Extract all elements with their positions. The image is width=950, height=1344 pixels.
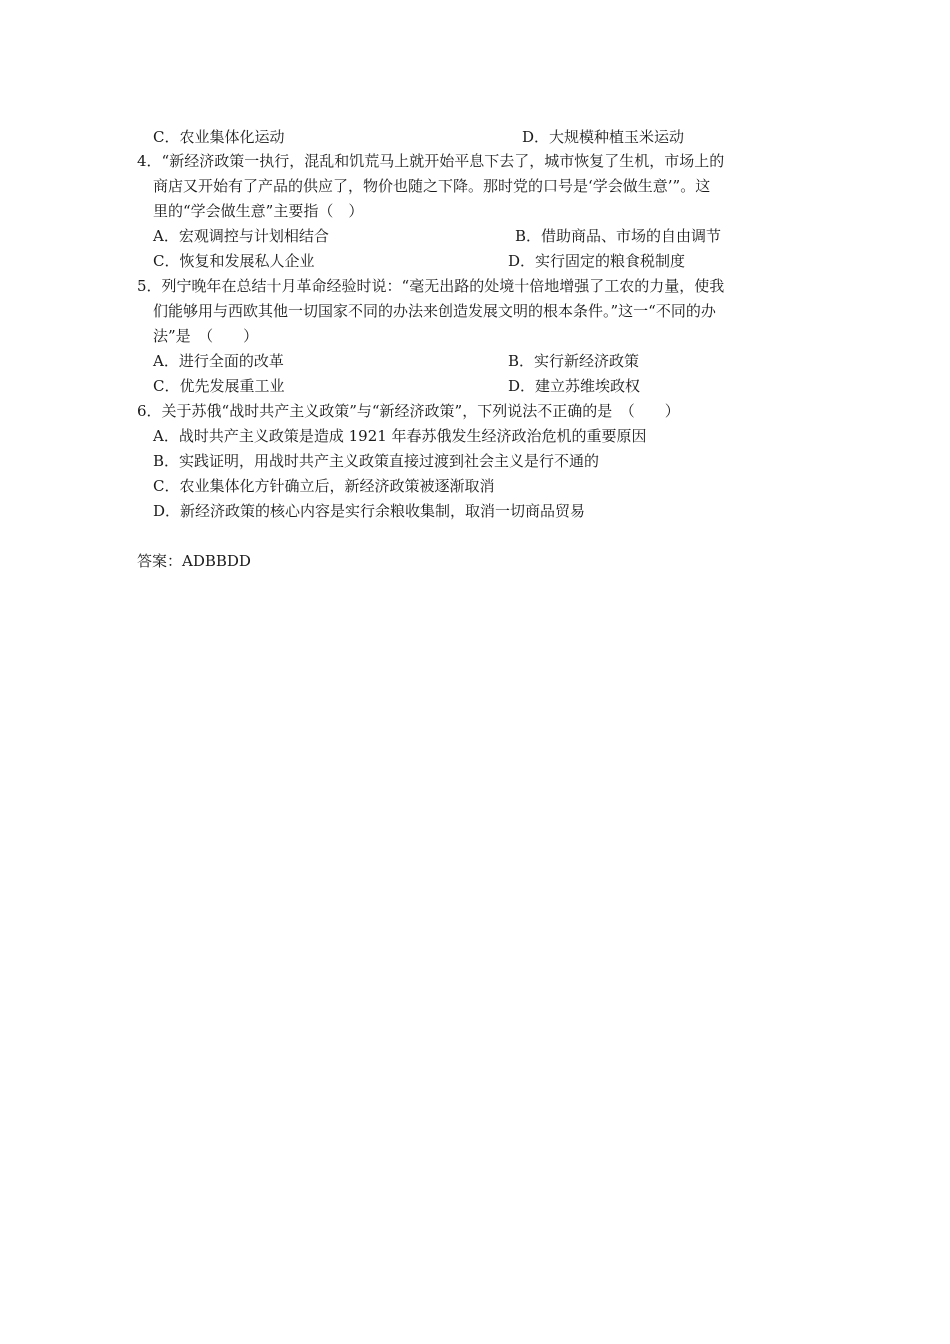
- q5-option-b: B．实行新经济政策: [508, 352, 640, 370]
- q6-option-b: B．实践证明，用战时共产主义政策直接过渡到社会主义是行不通的: [153, 452, 600, 470]
- q6-option-d: D．新经济政策的核心内容是实行余粮收集制，取消一切商品贸易: [153, 502, 586, 520]
- q4-option-a: A．宏观调控与计划相结合: [153, 227, 329, 245]
- q4-stem-line2: 商店又开始有了产品的供应了，物价也随之下降。那时党的口号是‘学会做生意’”。这: [153, 177, 711, 195]
- q4-stem-line1: 4．“新经济政策一执行，混乱和饥荒马上就开始平息下去了，城市恢复了生机，市场上的: [137, 152, 725, 170]
- q5-stem-line2: 们能够用与西欧其他一切国家不同的办法来创造发展文明的根本条件。”这一“不同的办: [153, 302, 716, 320]
- q3-option-d: D．大规模种植玉米运动: [522, 128, 685, 146]
- q5-option-a: A．进行全面的改革: [153, 352, 284, 370]
- q4-option-b: B．借助商品、市场的自由调节: [515, 227, 722, 245]
- q3-option-c: C．农业集体化运动: [153, 128, 285, 146]
- q6-stem-line1: 6．关于苏俄“战时共产主义政策”与“新经济政策”，下列说法不正确的是 （ ）: [137, 402, 680, 420]
- q4-option-d: D．实行固定的粮食税制度: [508, 252, 686, 270]
- q4-option-c: C．恢复和发展私人企业: [153, 252, 315, 270]
- q5-option-d: D．建立苏维埃政权: [508, 377, 641, 395]
- q5-stem-line3: 法”是 （ ）: [153, 327, 259, 345]
- q6-option-a: A．战时共产主义政策是造成 1921 年春苏俄发生经济政治危机的重要原因: [153, 427, 647, 445]
- q4-stem-line3: 里的“学会做生意”主要指（ ）: [153, 202, 364, 220]
- answer-key: 答案：ADBBDD: [137, 552, 251, 570]
- q5-stem-line1: 5．列宁晚年在总结十月革命经验时说：“毫无出路的处境十倍地增强了工农的力量，使我: [137, 277, 725, 295]
- q5-option-c: C．优先发展重工业: [153, 377, 285, 395]
- q6-option-c: C．农业集体化方针确立后，新经济政策被逐渐取消: [153, 477, 495, 495]
